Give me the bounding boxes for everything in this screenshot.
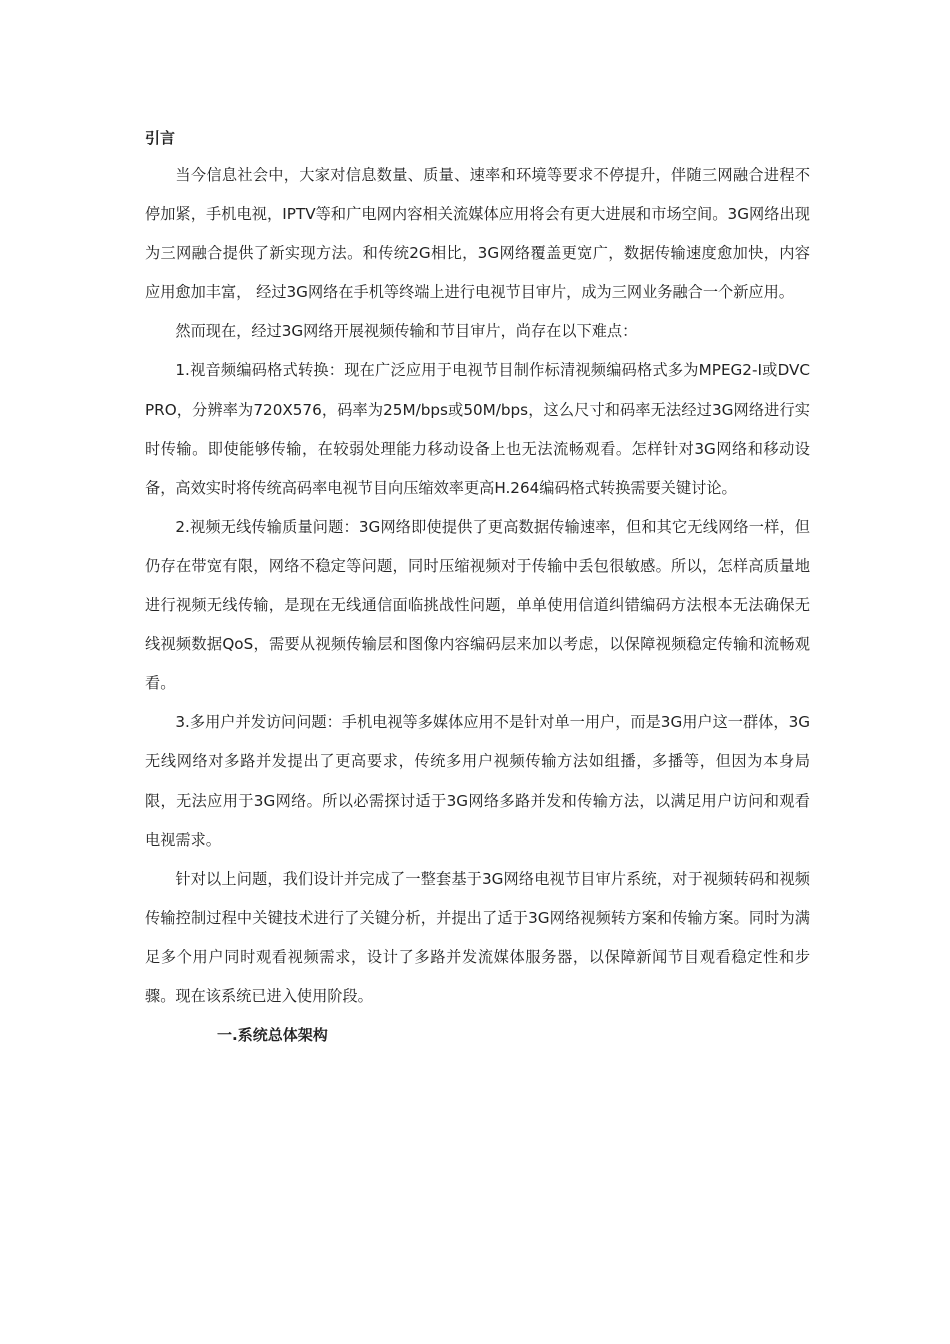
paragraph-solution-summary: 针对以上问题，我们设计并完成了一整套基于3G网络电视节目审片系统，对于视频转码和视频传输控制过程中关键技术进行了关键分析，并提出了适于3G网络视频转方案和传输方案。同时为满足多个用户同时观看视频需求，设计了多路并发流媒体服务器，以保障新闻节目观看稳定性和步骤。现在该系统已进入使用阶段。 <box>145 869 810 1005</box>
paragraph-background: 当今信息社会中，大家对信息数量、质量、速率和环境等要求不停提升，伴随三网融合进程不停加紧，手机电视，IPTV等和广电网内容相关流媒体应用将会有更大进展和市场空间。3G网络出现为三网融合提供了新实现方法。和传统2G相比，3G网络覆盖更宽广，数据传输速度愈加快，内容应用愈加丰富， 经过3G网络在手机等终端上进行电视节目审片，成为三网业务融合一个新应用。 <box>145 166 810 302</box>
paragraph-difficulties-intro: 然而现在，经过3G网络开展视频传输和节目审片，尚存在以下难点： <box>175 322 638 341</box>
section-heading-architecture: 一.系统总体架构 <box>217 1026 328 1045</box>
intro-heading: 引言 <box>145 129 176 147</box>
paragraph-difficulty-transcoding: 1.视音频编码格式转换：现在广泛应用于电视节目制作标清视频编码格式多为MPEG2-I或DVCPRO，分辨率为720X576，码率为25M/bps或50M/bps，这么尺寸和码率无法经过3G网络进行实时传输。即使能够传输，在较弱处理能力移动设备上也无法流畅观看。怎样针对3G网络和移动设备，高效实时将传统高码率电视节目向压缩效率更高H.264编码格式转换需要关键讨论。 <box>145 361 810 497</box>
paragraph-difficulty-concurrency: 3.多用户并发访问问题：手机电视等多媒体应用不是针对单一用户，而是3G用户这一群体，3G无线网络对多路并发提出了更高要求，传统多用户视频传输方法如组播，多播等，但因为本身局限，无法应用于3G网络。所以必需探讨适于3G网络多路并发和传输方法，以满足用户访问和观看电视需求。 <box>145 713 810 849</box>
paragraph-difficulty-wireless-quality: 2.视频无线传输质量问题：3G网络即使提供了更高数据传输速率，但和其它无线网络一样，但仍存在带宽有限，网络不稳定等问题，同时压缩视频对于传输中丢包很敏感。所以，怎样高质量地进行视频无线传输，是现在无线通信面临挑战性问题，单单使用信道纠错编码方法根本无法确保无线视频数据QoS，需要从视频传输层和图像内容编码层来加以考虑，以保障视频稳定传输和流畅观看。 <box>145 517 810 693</box>
document-body <box>145 120 810 1055</box>
